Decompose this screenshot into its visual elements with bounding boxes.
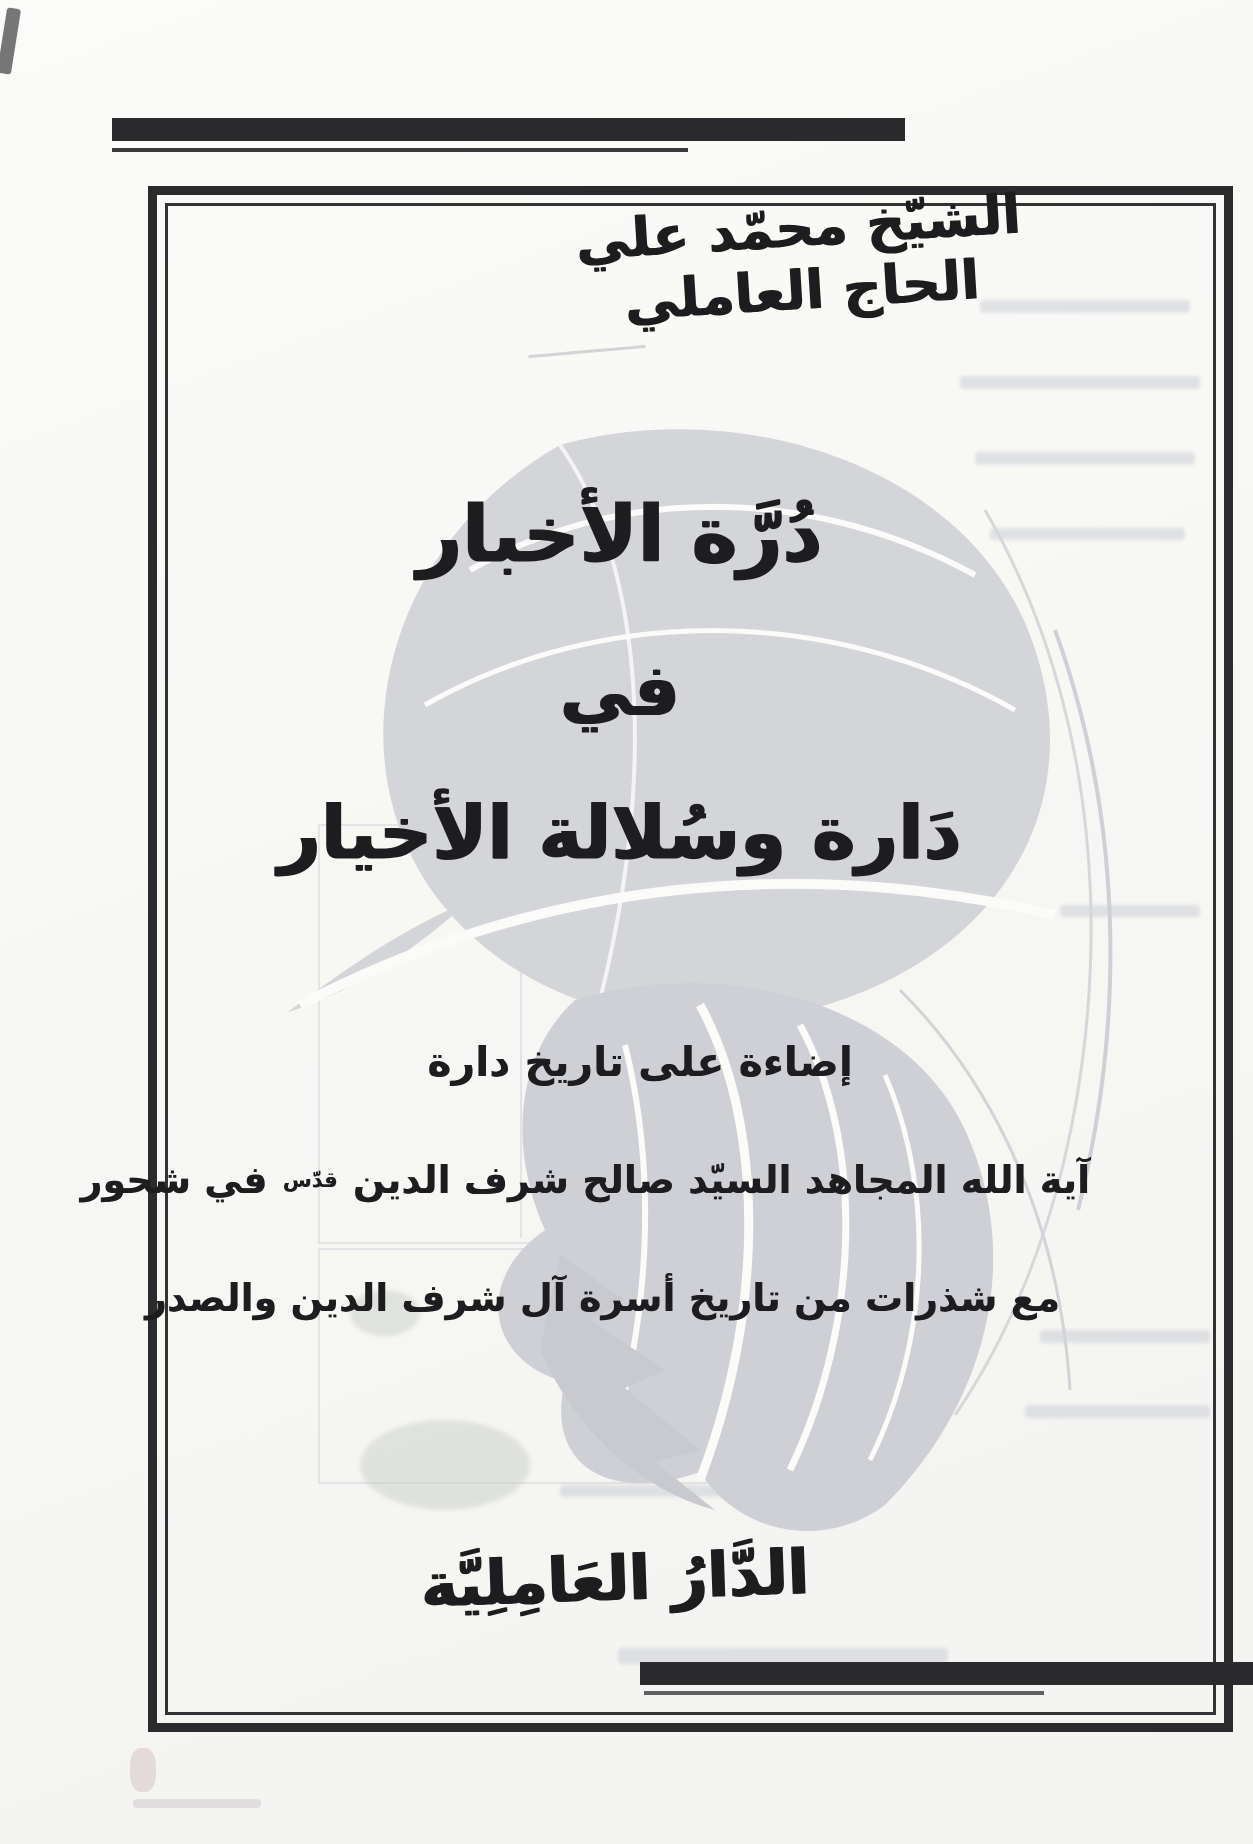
bottom-accent-rule bbox=[640, 1662, 1253, 1685]
note-line: مع شذرات من تاريخ أسرة آل شرف الدين والصدر bbox=[144, 1276, 1060, 1320]
bottom-accent-rule-thin bbox=[644, 1691, 1044, 1695]
subtitle: إضاءة على تاريخ دارة bbox=[427, 1038, 853, 1086]
dedication-suffix: في شحور bbox=[80, 1158, 268, 1202]
dedication-prefix: آية الله المجاهد السيّد صالح شرف الدين bbox=[352, 1158, 1090, 1202]
dedication-line bbox=[80, 1158, 1090, 1202]
author-calligraphy: الشيّخ محمّد علي الحاج العاملي bbox=[573, 182, 1023, 333]
book-title-line2: في bbox=[560, 648, 680, 732]
publisher-calligraphy: الدَّارُ العَامِلِيَّة bbox=[419, 1535, 811, 1622]
honorific-mark: قدّس bbox=[282, 1168, 338, 1192]
book-title-line1: دُرَّة الأخبار bbox=[417, 490, 823, 580]
book-title-line3: دَارة وسُلالة الأخيار bbox=[278, 790, 962, 876]
